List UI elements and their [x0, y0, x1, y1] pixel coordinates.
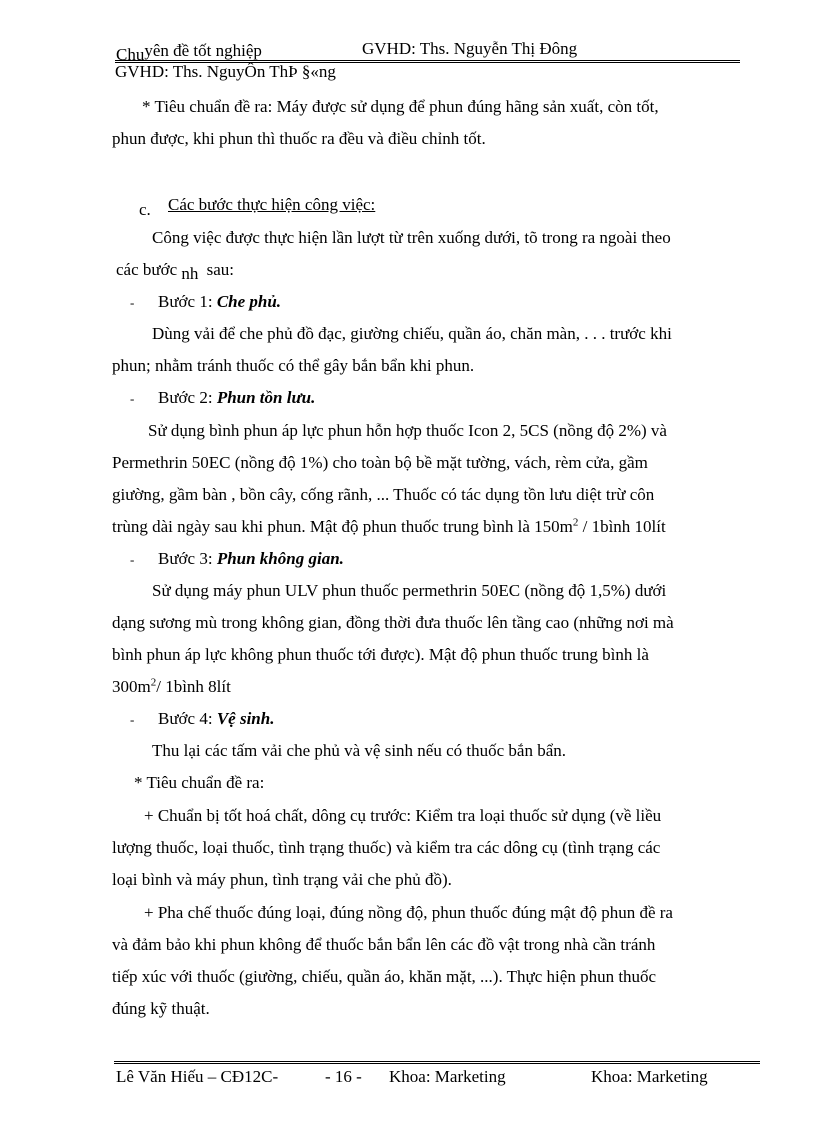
paragraph-line: giường, gầm bàn , bồn cây, cống rãnh, ... Thuốc có tác dụng tồn lưu diệt trừ côn	[112, 485, 655, 504]
footer-author: Lê Văn Hiếu – CĐ12C-	[116, 1067, 279, 1086]
paragraph-line: Sử dụng bình phun áp lực phun hỗn hợp thuốc Icon 2, 5CS (nồng độ 2%) và	[148, 421, 667, 440]
step-label: Bước 4:	[158, 709, 213, 728]
header-title-rest: yên đề tốt nghiệp	[144, 41, 262, 60]
superscript: 2	[572, 516, 579, 529]
paragraph-line: dạng sương mù trong không gian, đồng thời đưa thuốc lên tầng cao (những nơi mà	[112, 613, 674, 632]
step-label: Bước 1:	[158, 292, 213, 311]
dash-bullet: -	[130, 391, 135, 406]
paragraph-line: Công việc được thực hiện lần lượt từ trên xuống dưới, tõ trong ra ngoài theo	[152, 228, 671, 247]
text-fragment: 300m	[112, 677, 151, 696]
paragraph-line	[112, 517, 666, 537]
paragraph-line: loại bình và máy phun, tình trạng vải che phủ đồ).	[112, 870, 452, 889]
dash-bullet: -	[130, 295, 135, 310]
footer-rule-top	[114, 1061, 760, 1062]
paragraph-line	[116, 260, 235, 283]
paragraph-line: Sử dụng máy phun ULV phun thuốc permethrin 50EC (nồng độ 1,5%) dưới	[152, 581, 667, 600]
paragraph-line: và đảm bảo khi phun không để thuốc bắn bẩn lên các đồ vật trong nhà cần tránh	[112, 935, 656, 954]
step-2-heading	[130, 388, 315, 409]
paragraph-line	[112, 677, 231, 697]
text-fragment: sau:	[206, 260, 235, 279]
superscript: 2	[150, 676, 157, 689]
step-title: Phun không gian.	[216, 549, 344, 568]
header-title	[116, 41, 262, 64]
paragraph-line: Permethrin 50EC (nồng độ 1%) cho toàn bộ bề mặt tường, vách, rèm cửa, gầm	[112, 453, 648, 472]
paragraph-line: bình phun áp lực không phun thuốc tới được). Mật độ phun thuốc trung bình là	[112, 645, 649, 664]
paragraph-line: tiếp xúc với thuốc (giường, chiếu, quần áo, khăn mặt, ...). Thực hiện phun thuốc	[112, 967, 657, 986]
step-label: Bước 2:	[158, 388, 213, 407]
step-4-heading	[130, 709, 274, 730]
header-title-prefix: Chu	[116, 45, 145, 64]
header-rule-top	[115, 60, 740, 61]
step-title: Vệ sinh.	[216, 709, 275, 728]
step-1-heading	[130, 292, 281, 313]
text-fragment: các bước	[116, 260, 178, 279]
text-fragment: trùng dài ngày sau khi phun. Mật độ phun thuốc trung bình là 150m	[112, 517, 573, 536]
step-label: Bước 3:	[158, 549, 213, 568]
paragraph-line: Dùng vải để che phủ đồ đạc, giường chiếu, quần áo, chăn màn, . . . trước khi	[152, 324, 672, 343]
text-fragment: / 1bình 8lít	[156, 677, 231, 696]
section-letter: c.	[139, 200, 151, 219]
paragraph-line: Thu lại các tấm vải che phủ và vệ sinh nếu có thuốc bắn bẩn.	[152, 741, 566, 760]
paragraph-line: phun được, khi phun thì thuốc ra đều và điều chỉnh tốt.	[112, 129, 486, 148]
paragraph-line: + Pha chế thuốc đúng loại, đúng nồng độ, phun thuốc đúng mật độ phun đề ra	[144, 903, 673, 922]
dash-bullet: -	[130, 552, 135, 567]
text-fragment: / 1bình 10lít	[578, 517, 666, 536]
header-garbled-supervisor: GVHD: Ths. NguyÔn ThÞ §«ng	[115, 62, 336, 81]
step-title: Phun tồn lưu.	[216, 388, 316, 407]
section-heading: Các bước thực hiện công việc:	[168, 195, 376, 214]
step-title: Che phủ.	[216, 292, 282, 311]
header-supervisor: GVHD: Ths. Nguyễn Thị Đông	[362, 39, 578, 58]
paragraph-line: phun; nhằm tránh thuốc có thể gây bắn bẩn khi phun.	[112, 356, 475, 375]
text-fragment: nh	[181, 264, 199, 283]
paragraph-line: * Tiêu chuẩn đề ra: Máy được sử dụng để phun đúng hãng sản xuất, còn tốt,	[142, 97, 659, 116]
dash-bullet: -	[130, 712, 135, 727]
page-number: - 16 -	[325, 1067, 362, 1086]
footer-rule-bottom	[114, 1063, 760, 1064]
footer-department: Khoa: Marketing	[591, 1067, 708, 1086]
paragraph-line: + Chuẩn bị tốt hoá chất, dông cụ trước: Kiểm tra loại thuốc sử dụng (về liều	[144, 806, 662, 825]
footer-department: Khoa: Marketing	[389, 1067, 506, 1086]
criteria-heading: * Tiêu chuẩn đề ra:	[134, 773, 265, 792]
step-3-heading	[130, 549, 344, 570]
paragraph-line: lượng thuốc, loại thuốc, tình trạng thuốc) và kiểm tra các dông cụ (tình trạng các	[112, 838, 661, 857]
paragraph-line: đúng kỹ thuật.	[112, 999, 210, 1018]
